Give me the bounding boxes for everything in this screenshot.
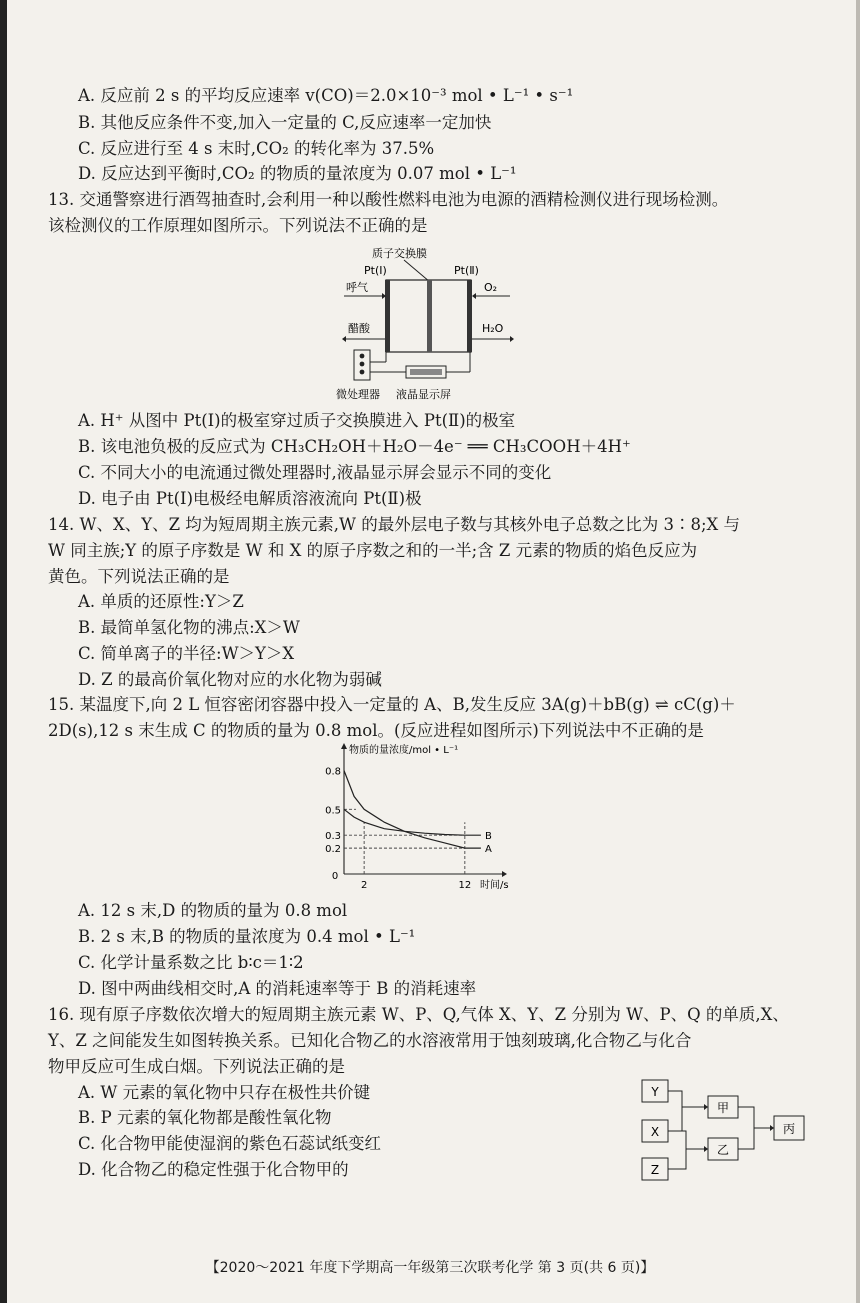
q15-stem-line2: 2D(s),12 s 末生成 C 的物质的量为 0.8 mol。(反应进程如图所示)下列说法中不正确的是 (48, 721, 704, 740)
q13-option-a: A. H⁺ 从图中 Pt(Ⅰ)的极室穿过质子交换膜进入 Pt(Ⅱ)的极室 (78, 411, 516, 430)
y-axis-label: 物质的量浓度/mol • L⁻¹ (349, 745, 459, 756)
lcd-label: 液晶显示屏 (396, 388, 451, 401)
pt1-label: Pt(Ⅰ) (364, 264, 387, 277)
pt2-label: Pt(Ⅱ) (454, 264, 479, 277)
q14-option-d: D. Z 的最高价氧化物对应的水化物为弱碱 (78, 670, 382, 689)
membrane-label: 质子交换膜 (372, 247, 427, 260)
box-x-label: X (650, 1125, 660, 1139)
q16-stem-line1: 16. 现有原子序数依次增大的短周期主族元素 W、P、Q,气体 X、Y、Z 分别为 W、P、Q 的单质,X、 (48, 1005, 789, 1024)
y-axis-arrow (341, 743, 347, 749)
q13-stem-line1: 13. 交通警察进行酒驾抽查时,会利用一种以酸性燃料电池为电源的酒精检测仪进行现场检测。 (48, 190, 729, 209)
q12-option-b: B. 其他反应条件不变,加入一定量的 C,反应速率一定加快 (78, 113, 492, 132)
box-z-label: Z (650, 1163, 660, 1177)
processor-label: 微处理器 (336, 388, 380, 401)
q14-stem-line1: 14. W、X、Y、Z 均为短周期主族元素,W 的最外层电子数与其核外电子总数之比为 3∶8;X 与 (48, 515, 741, 534)
series-label-b: B (484, 831, 492, 843)
q14-option-b: B. 最简单氢化物的沸点:X＞W (78, 618, 300, 637)
q15-option-a: A. 12 s 末,D 的物质的量为 0.8 mol (78, 901, 348, 920)
water-label: H₂O (482, 322, 504, 335)
q15-option-c: C. 化学计量系数之比 b∶c＝1∶2 (78, 953, 304, 972)
concentration-time-chart (320, 742, 520, 894)
box-jia-label: 甲 (716, 1101, 730, 1115)
page-footer: 【2020～2021 年度下学期高一年级第三次联考化学 第 3 页(共 6 页)】 (205, 1260, 655, 1276)
q16-option-a: A. W 元素的氧化物中只存在极性共价键 (78, 1083, 371, 1102)
q16-option-b: B. P 元素的氧化物都是酸性氧化物 (78, 1108, 332, 1127)
y-tick-label: 0.5 (325, 805, 341, 817)
x-axis-label: 时间/s (480, 880, 509, 891)
q15-stem-line1: 15. 某温度下,向 2 L 恒容密闭容器中投入一定量的 A、B,发生反应 3A(g)＋bB(g) ⇌ cC(g)＋ (48, 695, 736, 714)
box-yi-label: 乙 (716, 1143, 730, 1157)
conversion-diagram (636, 1076, 812, 1186)
q12-option-c: C. 反应进行至 4 s 末时,CO₂ 的转化率为 37.5% (78, 139, 435, 158)
y-tick-label: 0.2 (325, 844, 341, 856)
chart-guide-lines (344, 770, 465, 874)
y-tick-label: 0.3 (325, 831, 341, 843)
breath-label: 呼气 (346, 281, 368, 294)
q13-option-d: D. 电子由 Pt(Ⅰ)电极经电解质溶液流向 Pt(Ⅱ)极 (78, 489, 422, 508)
fuel-cell-figure (336, 244, 536, 404)
q14-option-c: C. 简单离子的半径:W＞Y＞X (78, 644, 295, 663)
q13-option-c: C. 不同大小的电流通过微处理器时,液晶显示屏会显示不同的变化 (78, 463, 552, 482)
q14-option-a: A. 单质的还原性:Y＞Z (78, 592, 244, 611)
x-tick-label: 2 (360, 880, 368, 891)
box-y-label: Y (651, 1085, 659, 1099)
q15-option-d: D. 图中两曲线相交时,A 的消耗速率等于 B 的消耗速率 (78, 979, 477, 998)
box-bing-label: 丙 (782, 1122, 796, 1136)
q12-option-a: A. 反应前 2 s 的平均反应速率 v(CO)＝2.0×10⁻³ mol • L⁻¹ • s⁻¹ (78, 86, 574, 105)
acetic-acid-label: 醋酸 (348, 322, 370, 335)
q14-stem-line2: W 同主族;Y 的原子序数是 W 和 X 的原子序数之和的一半;含 Z 元素的物质的焰色反应为 (48, 541, 698, 560)
q14-stem-line3: 黄色。下列说法正确的是 (48, 567, 230, 586)
q13-option-b: B. 该电池负极的反应式为 CH₃CH₂OH＋H₂O－4e⁻ ══ CH₃COOH＋4H⁺ (78, 437, 631, 456)
q16-option-d: D. 化合物乙的稳定性强于化合物甲的 (78, 1160, 349, 1179)
q16-stem-line2: Y、Z 之间能发生如图转换关系。已知化合物乙的水溶液常用于蚀刻玻璃,化合物乙与化合 (48, 1031, 692, 1050)
chart-labels (325, 743, 509, 891)
x-axis-arrow (502, 871, 507, 877)
y-tick-label: 0.8 (325, 766, 341, 778)
series-label-a: A (484, 844, 492, 856)
o2-label: O₂ (484, 281, 498, 294)
q16-option-c: C. 化合物甲能使湿润的紫色石蕊试纸变红 (78, 1134, 382, 1153)
q16-stem-line3: 物甲反应可生成白烟。下列说法正确的是 (48, 1057, 345, 1076)
origin-label: 0 (331, 871, 339, 882)
x-tick-label: 12 (458, 880, 472, 891)
q15-option-b: B. 2 s 末,B 的物质的量浓度为 0.4 mol • L⁻¹ (78, 927, 416, 946)
q13-stem-line2: 该检测仪的工作原理如图所示。下列说法不正确的是 (48, 216, 428, 235)
q12-option-d: D. 反应达到平衡时,CO₂ 的物质的量浓度为 0.07 mol • L⁻¹ (78, 164, 517, 183)
